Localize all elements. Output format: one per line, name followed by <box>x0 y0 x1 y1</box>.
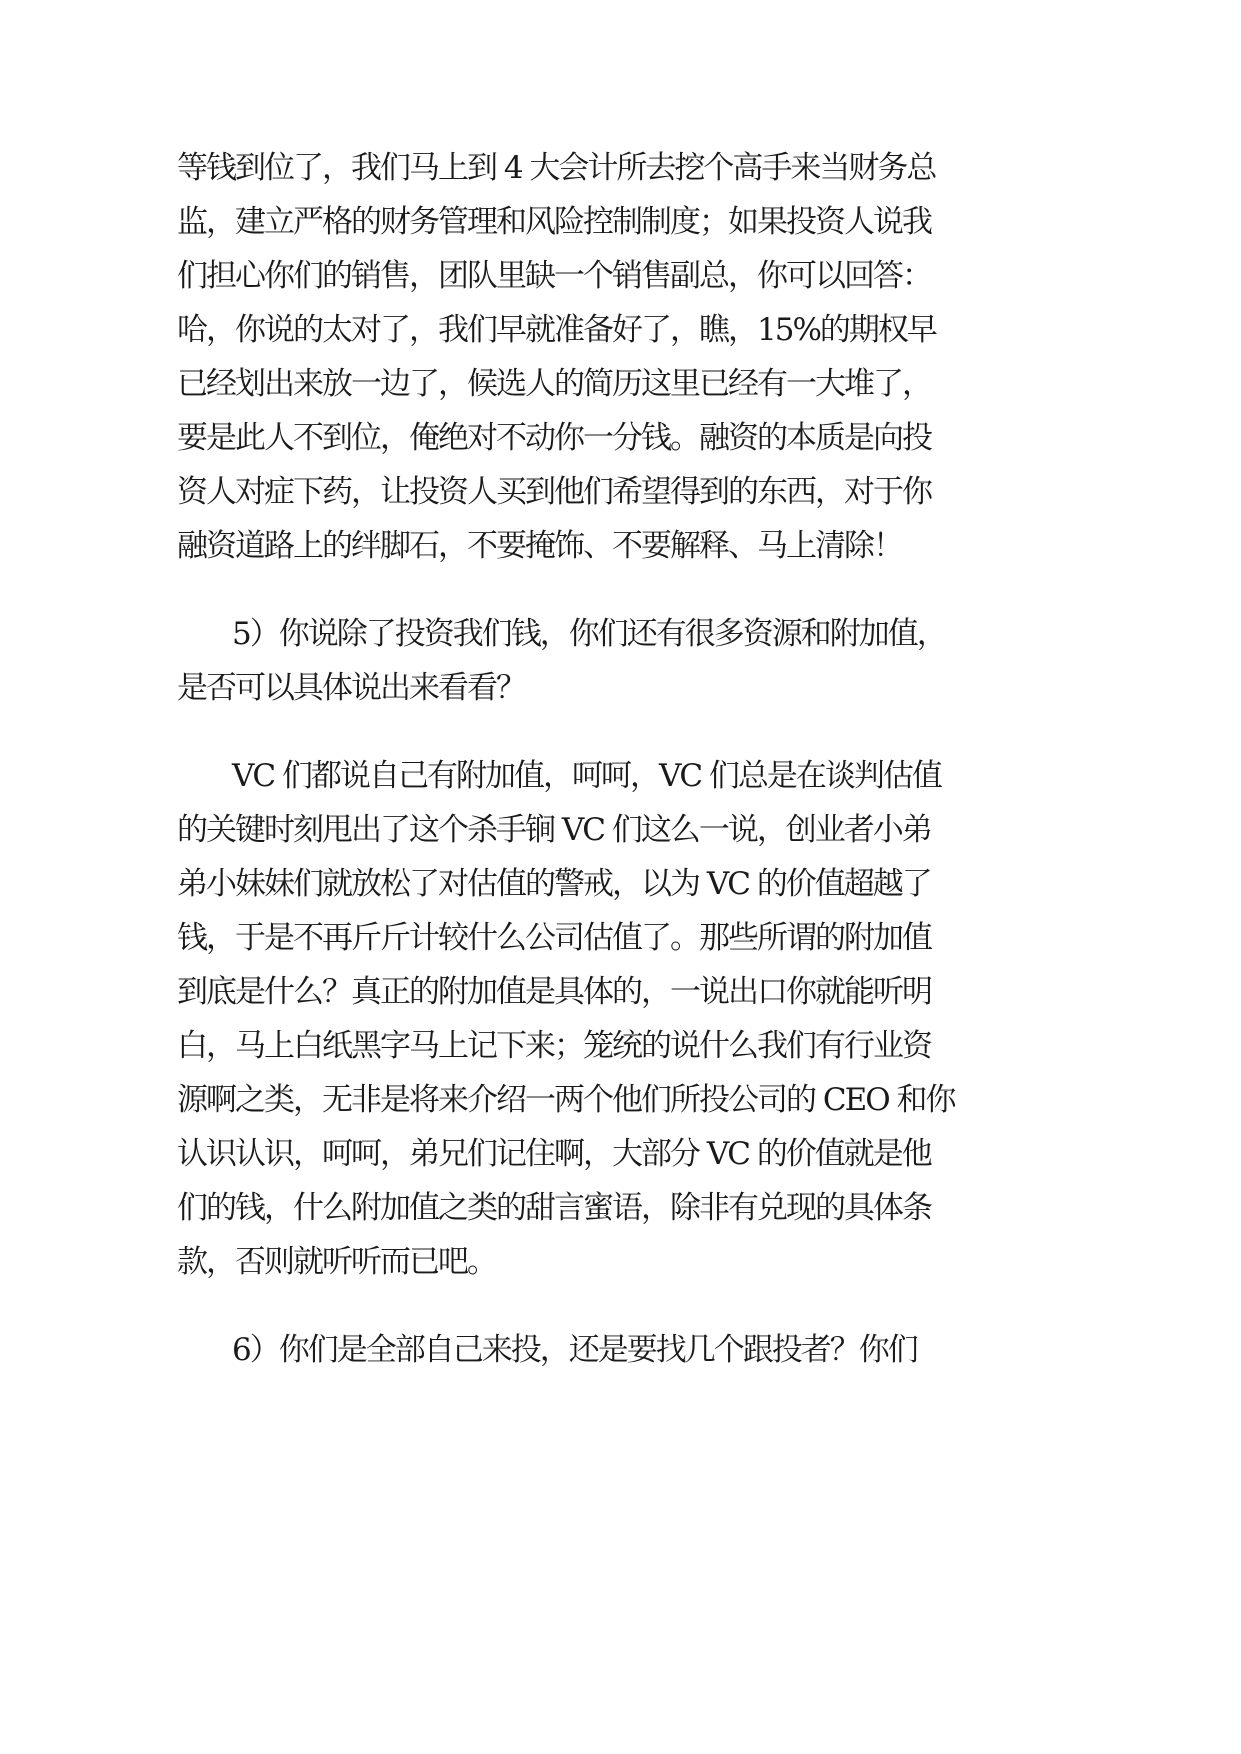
text-line: 们担心你们的销售，团队里缺一个销售副总，你可以回答： <box>177 258 931 294</box>
text-line: 白，马上白纸黑字马上记下来；笼统的说什么我们有行业资 <box>177 1028 931 1064</box>
text-line: 款，否则就听听而已吧。 <box>177 1244 496 1280</box>
text-line: 到底是什么？真正的附加值是具体的，一说出口你就能听明 <box>177 974 931 1010</box>
text-line: 监，建立严格的财务管理和风险控制制度；如果投资人说我 <box>177 204 931 240</box>
text-line: 哈，你说的太对了，我们早就准备好了，瞧，15%的期权早 <box>177 312 936 348</box>
text-line: 的关键时刻甩出了这个杀手锏 VC 们这么一说，创业者小弟 <box>177 812 931 848</box>
text-line: 已经划出来放一边了，候选人的简历这里已经有一大堆了， <box>177 366 931 402</box>
text-line: 等钱到位了，我们马上到 4 大会计所去挖个高手来当财务总 <box>177 150 936 186</box>
text-line: 弟小妹妹们就放松了对估值的警戒，以为 VC 的价值超越了 <box>177 866 931 902</box>
text-line: 6）你们是全部自己来投，还是要找几个跟投者？你们 <box>232 1332 917 1368</box>
text-line: 认识认识，呵呵，弟兄们记住啊，大部分 VC 的价值就是他 <box>177 1136 931 1172</box>
text-line: 是否可以具体说出来看看？ <box>177 670 525 706</box>
text-line: 要是此人不到位，俺绝对不动你一分钱。融资的本质是向投 <box>177 420 931 456</box>
text-line: 们的钱，什么附加值之类的甜言蜜语，除非有兑现的具体条 <box>177 1190 931 1226</box>
text-line: 源啊之类，无非是将来介绍一两个他们所投公司的 CEO 和你 <box>177 1082 955 1118</box>
text-line: 资人对症下药，让投资人买到他们希望得到的东西，对于你 <box>177 474 931 510</box>
text-line: VC 们都说自己有附加值，呵呵，VC 们总是在谈判估值 <box>232 758 941 794</box>
text-line: 钱，于是不再斤斤计较什么公司估值了。那些所谓的附加值 <box>177 920 931 956</box>
text-line: 融资道路上的绊脚石，不要掩饰、不要解释、马上清除！ <box>177 528 902 564</box>
text-line: 5）你说除了投资我们钱，你们还有很多资源和附加值， <box>232 616 946 652</box>
